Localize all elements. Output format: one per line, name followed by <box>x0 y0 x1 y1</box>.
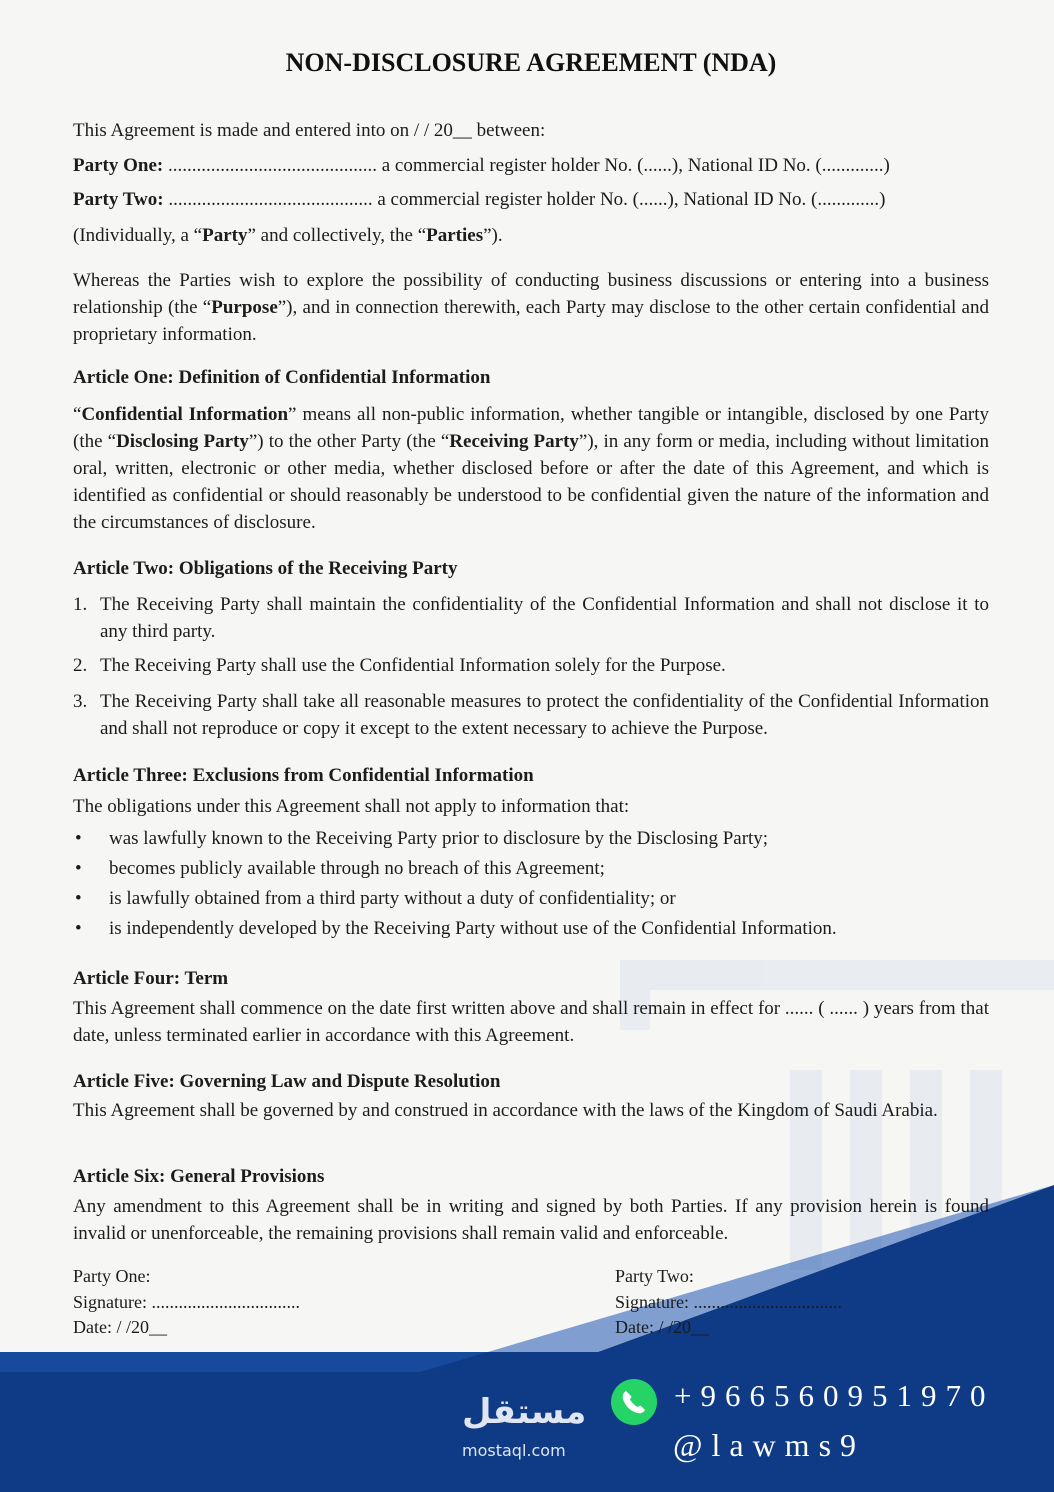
text-run: ” means all non-public information, whether tangible or intangible, disclosed by one Party (the “ <box>73 404 989 452</box>
bullet-marker: • <box>75 918 82 939</box>
contact-phone: +966560951970 <box>674 1378 995 1413</box>
item-text: The Receiving Party shall use the Confidential Information solely for the Purpose. <box>100 655 726 676</box>
text-run: ”). <box>483 225 503 246</box>
party-two-line <box>73 189 885 211</box>
article-three-intro: The obligations under this Agreement shall not apply to information that: <box>73 796 630 817</box>
bullet-marker: • <box>75 858 82 879</box>
article-one-heading: Article One: Definition of Confidential Information <box>73 367 491 388</box>
party-two-details: ........................................... a commercial register holder No. (......), National ID No. (.............) <box>163 189 886 210</box>
bullet-marker: • <box>75 828 82 849</box>
text-run: ”) to the other Party (the “ <box>248 431 450 452</box>
text-run: ”), and in connection therewith, each Party may disclose to the other certain confidential and proprietary information. <box>73 297 989 345</box>
parties-definition <box>73 225 503 247</box>
article-five-heading: Article Five: Governing Law and Dispute Resolution <box>73 1071 501 1092</box>
whereas-paragraph <box>73 267 989 348</box>
obligation-item <box>73 688 989 742</box>
party-one-signature-line: Signature: ................................. <box>73 1292 300 1312</box>
term-receiving-party: Receiving Party <box>449 431 579 452</box>
party-one-label: Party One: <box>73 155 164 176</box>
party-two-signature-label: Party Two: <box>615 1266 694 1286</box>
article-three-heading: Article Three: Exclusions from Confidential Information <box>73 765 534 786</box>
party-two-date: Date: / /20__ <box>615 1317 709 1337</box>
item-text: was lawfully known to the Receiving Party prior to disclosure by the Disclosing Party; <box>109 828 769 849</box>
term-parties: Parties <box>426 225 484 246</box>
text-run: Whereas the Parties wish to explore the possibility of conducting business discussions or entering into a business relationship (the “ <box>73 270 989 318</box>
bullet-marker: • <box>75 888 82 909</box>
party-two-signature-line: Signature: ................................. <box>615 1292 842 1312</box>
term-purpose: Purpose <box>211 297 278 318</box>
term-disclosing-party: Disclosing Party <box>116 431 249 452</box>
party-one-details: ............................................ a commercial register holder No. (......), National ID No. (.............) <box>163 155 890 176</box>
item-text: is independently developed by the Receiving Party without use of the Confidential Information. <box>109 918 837 939</box>
mostaql-logo-latin: mostaql.com <box>462 1441 566 1460</box>
party-two-label: Party Two: <box>73 189 164 210</box>
text-run: “ <box>73 404 82 425</box>
article-two-heading: Article Two: Obligations of the Receiving Party <box>73 558 458 579</box>
mostaql-logo-arabic: مستقل <box>462 1392 587 1432</box>
party-one-date: Date: / /20__ <box>73 1317 167 1337</box>
item-number: 3. <box>73 691 88 712</box>
item-number: 2. <box>73 655 88 676</box>
contact-handle: @lawms9 <box>673 1427 866 1463</box>
whatsapp-icon <box>610 1378 658 1426</box>
item-text: is lawfully obtained from a third party without a duty of confidentiality; or <box>109 888 676 909</box>
agreement-date-line: This Agreement is made and entered into on / / 20__ between: <box>73 120 546 141</box>
article-six-text: Any amendment to this Agreement shall be in writing and signed by both Parties. If any provision herein is found invalid or unenforceable, the remaining provisions shall remain valid and enforceable. <box>73 1196 989 1244</box>
article-six-heading: Article Six: General Provisions <box>73 1166 325 1187</box>
item-text: The Receiving Party shall take all reasonable measures to protect the confidentiality of the Confidential Information and shall not reproduce or copy it except to the extent necessary to achieve the Purpose. <box>100 691 989 739</box>
text-run: ” and collectively, the “ <box>247 225 427 246</box>
article-five-text: This Agreement shall be governed by and construed in accordance with the laws of the Kingdom of Saudi Arabia. <box>73 1100 938 1121</box>
text-run: (Individually, a “ <box>73 225 203 246</box>
document-title: NON-DISCLOSURE AGREEMENT (NDA) <box>285 48 777 77</box>
party-one-signature-label: Party One: <box>73 1266 151 1286</box>
text-run: ”), in any form or media, including without limitation oral, written, electronic or other media, whether disclosed before or after the date of this Agreement, and which is identified as confidential or should reasonably be understood to be confidential given the nature of the information and the circumstances of disclosure. <box>73 431 989 533</box>
obligation-item <box>73 591 989 645</box>
item-number: 1. <box>73 594 88 615</box>
item-text: The Receiving Party shall maintain the confidentiality of the Confidential Information and shall not disclose it to any third party. <box>100 594 989 642</box>
obligation-item <box>73 652 989 679</box>
article-four-text: This Agreement shall commence on the date first written above and shall remain in effect for ...... ( ...... ) years from that date, unless terminated earlier in accordance with this Agreement. <box>73 998 989 1046</box>
item-text: becomes publicly available through no breach of this Agreement; <box>109 858 605 879</box>
term-party: Party <box>202 225 248 246</box>
term-confidential-information: Confidential Information <box>81 404 289 425</box>
party-one-line <box>73 155 890 177</box>
article-one-text <box>73 401 989 536</box>
article-four-heading: Article Four: Term <box>73 968 229 989</box>
